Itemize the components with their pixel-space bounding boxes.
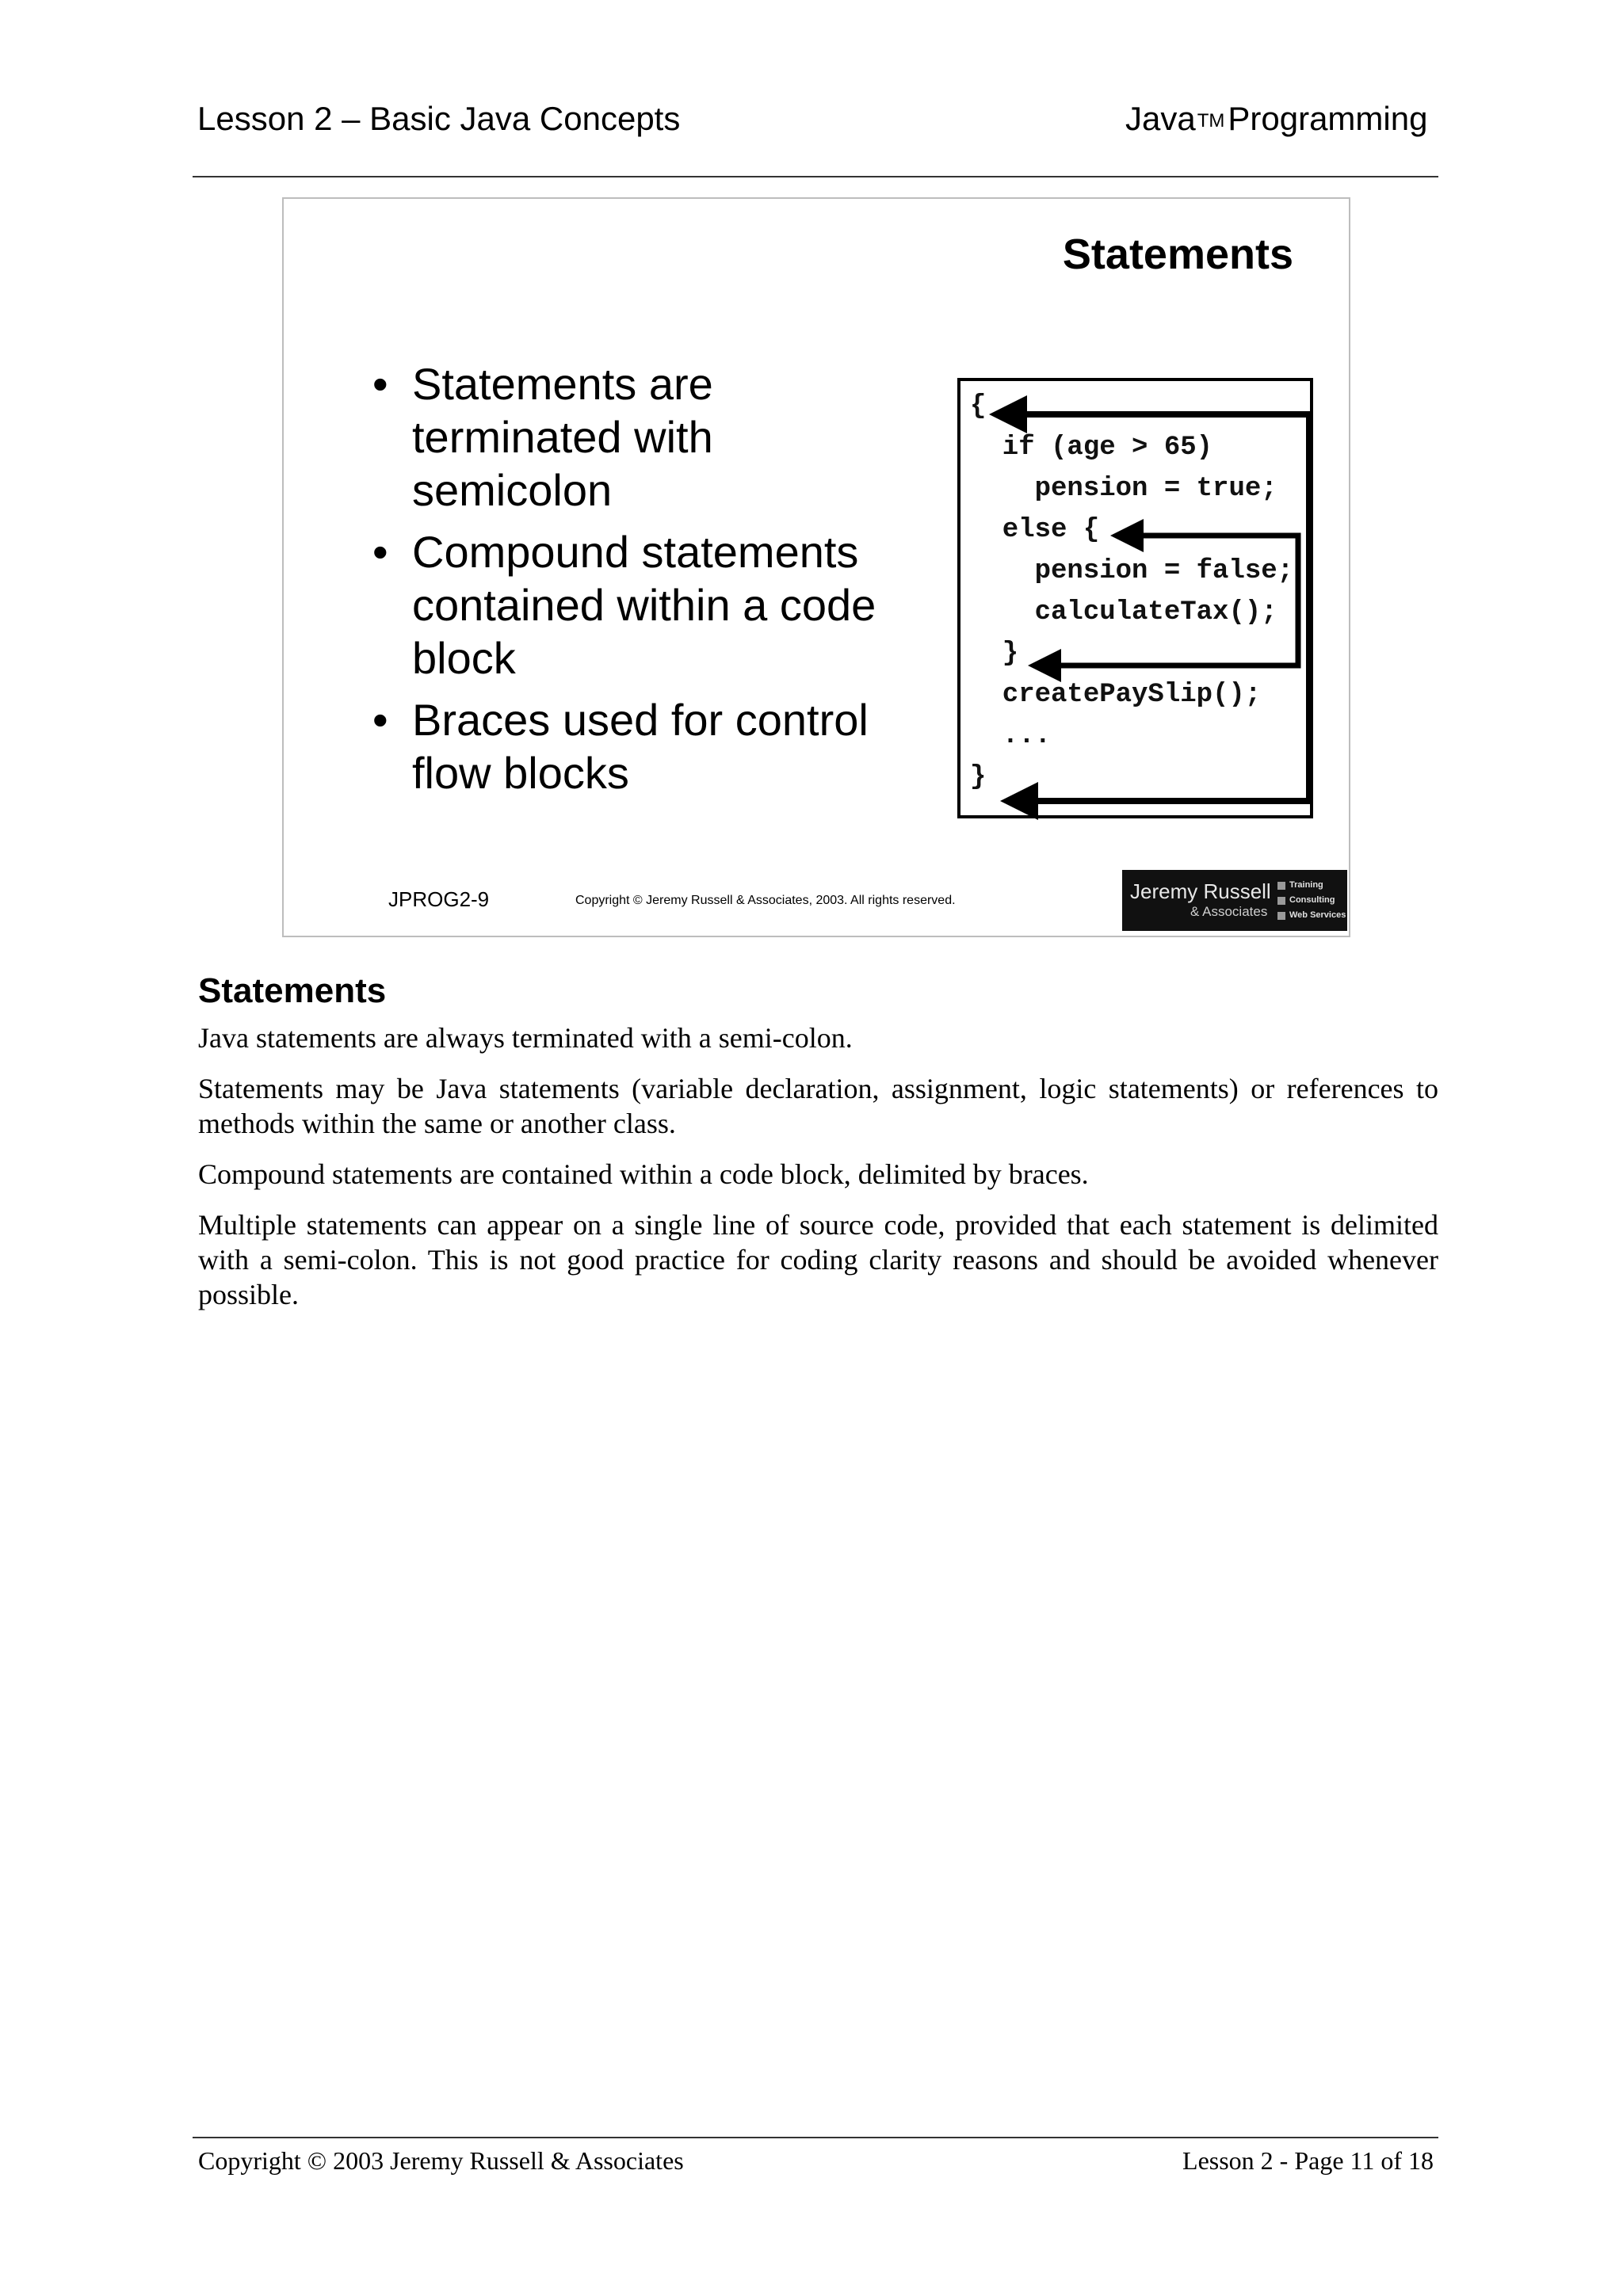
square-icon [1277,882,1285,890]
logo-service-item [1277,908,1346,923]
logo-services [1277,878,1346,923]
footer-page-number: Lesson 2 - Page 11 of 18 [1182,2146,1434,2175]
logo-name: Jeremy Russell [1130,879,1271,903]
inner-block-arrow-icon [1033,536,1298,666]
logo-service-label: Consulting [1289,895,1335,905]
slide-copyright: Copyright © Jeremy Russell & Associates, 2003. All rights reserved. [575,894,956,907]
footer-divider [193,2137,1438,2138]
code-line: calculateTax(); [970,597,1277,627]
body-paragraph: Java statements are always terminated with a semi-colon. [198,1022,853,1054]
slide-bullet-text: Statements are terminated with semicolon [412,359,713,515]
body-paragraph: Statements may be Java statements (variable declaration, assignment, logic statements) or references to methods within the same or another class. [198,1073,1438,1139]
brace-arrows-diagram [960,381,1316,822]
slide-code: JPROG2-9 [388,887,490,911]
code-line: { [970,391,987,421]
slide-bullet [372,357,919,517]
bullet-icon: • [372,359,388,409]
code-line: } [970,762,987,792]
logo-service-item [1277,878,1346,893]
footer-copyright: Copyright © 2003 Jeremy Russell & Associates [198,2146,684,2175]
square-icon [1277,912,1285,920]
logo-subtitle: & Associates [1190,904,1268,919]
slide-title: Statements [1062,231,1293,278]
bullet-icon: • [372,527,388,577]
code-line: pension = false; [970,556,1294,586]
logo-service-label: Training [1289,880,1323,890]
code-line: pension = true; [970,474,1277,504]
slide-bullet [372,525,919,685]
slide-bullet-text: Compound statements contained within a code block [412,527,876,683]
body-paragraph: Multiple statements can appear on a single line of source code, provided that each statement is delimited with a semi-colon. This is not good practice for coding clarity reasons and should be avoided whenever possible. [198,1209,1438,1310]
code-example-box [957,378,1313,818]
header-divider [193,176,1438,177]
code-line: } [970,639,1019,669]
header-course-rest: Programming [1228,100,1428,137]
header-brand: Java [1125,100,1196,137]
slide-frame [282,197,1350,937]
header-course-title [1125,98,1427,142]
outer-block-arrow-icon [1006,414,1309,801]
slide-bullet-text: Braces used for control flow blocks [412,695,869,798]
slide-bullet-list [372,357,919,808]
header-lesson-title: Lesson 2 – Basic Java Concepts [197,100,681,137]
code-line: if (age > 65) [970,433,1213,463]
bullet-icon: • [372,695,388,745]
slide-bullet [372,693,919,799]
section-heading: Statements [198,971,387,1010]
logo-service-item [1277,893,1346,908]
trademark-mark: TM [1197,110,1225,132]
code-line: createPaySlip(); [970,680,1262,710]
body-paragraph: Compound statements are contained within a code block, delimited by braces. [198,1158,1089,1190]
logo-service-label: Web Services [1289,910,1346,920]
company-logo [1122,870,1347,931]
code-line: ... [970,721,1052,751]
code-line: else { [970,515,1100,545]
square-icon [1277,897,1285,905]
